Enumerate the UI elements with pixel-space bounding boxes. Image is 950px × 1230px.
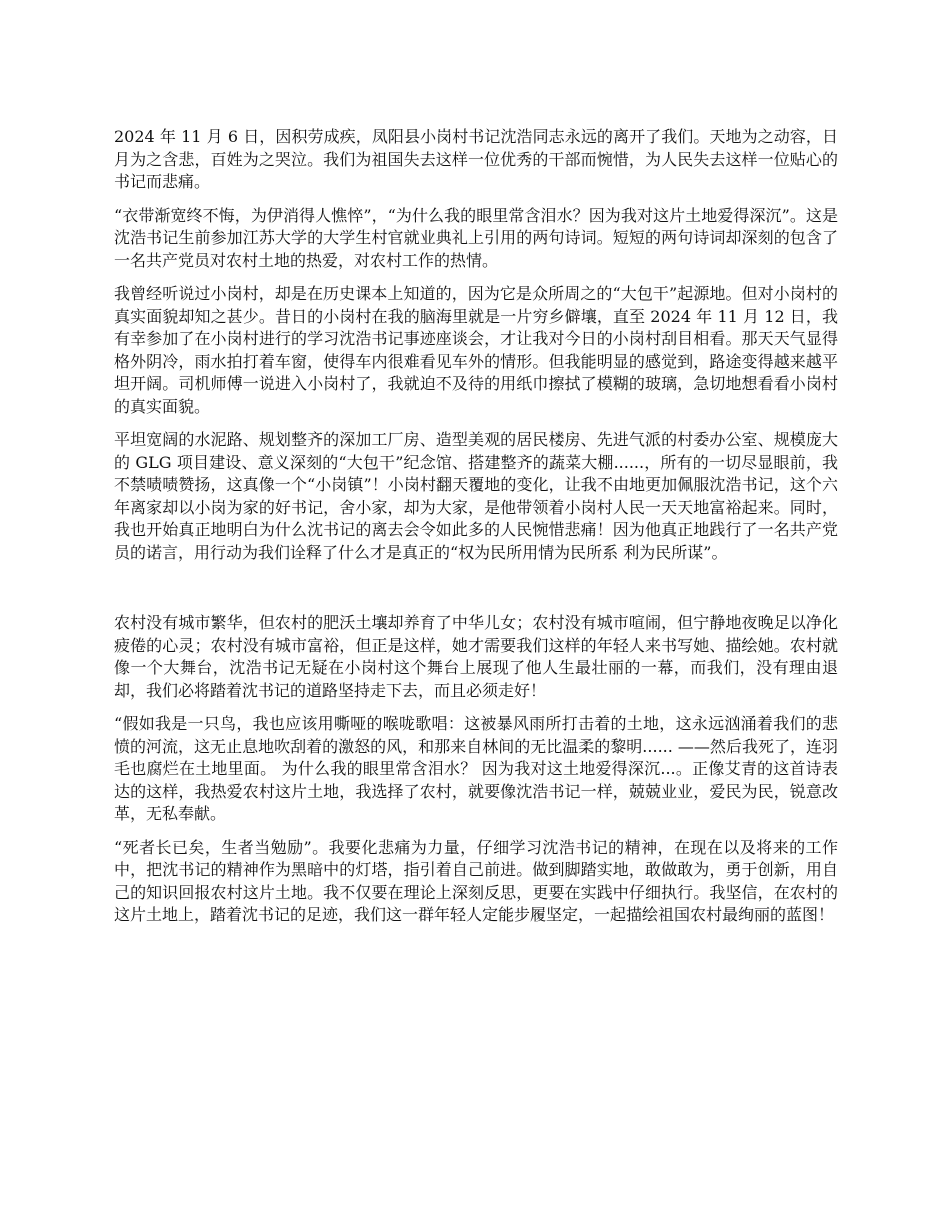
paragraph: “假如我是一只鸟，我也应该用嘶哑的喉咙歌唱：这被暴风雨所打击着的土地，这永远汹涌着我们的悲愤的河流，这无止息地吹刮着的激怒的风，和那来自林间的无比温柔的黎明...... ——然后我死了，连羽毛也腐烂在土地里面。 为什么我的眼里常含泪水？ 因为我对这土地爱得深沉...。正像艾青的这首诗表达的这样，我热爱农村这片土地，我选择了农村，就要像沈浩书记一样，兢兢业业，爱民为民，锐意改革，无私奉献。 [114, 714, 838, 823]
paragraph: 平坦宽阔的水泥路、规划整齐的深加工厂房、造型美观的居民楼房、先进气派的村委办公室、规模庞大的 GLG 项目建设、意义深刻的“大包干”纪念馆、搭建整齐的蔬菜大棚......，所有的一切尽显眼前，我不禁啧啧赞扬，这真像一个“小岗镇”！小岗村翻天覆地的变化，让我不由地更加佩服沈浩书记，这个六年离家却以小岗为家的好书记，舍小家，却为大家，是他带领着小岗村人民一天天地富裕起来。同时，我也开始真正地明白为什么沈书记的离去会令如此多的人民惋惜悲痛！因为他真正地践行了一名共产党员的诺言，用行动为我们诠释了什么才是真正的“权为民所用情为民所系 利为民所谋”。 [114, 430, 838, 562]
paragraph: 我曾经听说过小岗村，却是在历史课本上知道的，因为它是众所周之的“大包干”起源地。但对小岗村的真实面貌却知之甚少。昔日的小岗村在我的脑海里就是一片穷乡僻壤，直至 2024 年 11 月 12 日，我有幸参加了在小岗村进行的学习沈浩书记事迹座谈会，才让我对今日的小岗村刮目相看。那天天气显得格外阴冷，雨水拍打着车窗，使得车内很难看见车外的情形。但我能明显的感觉到，路途变得越来越平坦开阔。司机师傅一说进入小岗村了，我就迫不及待的用纸巾擦拭了模糊的玻璃，急切地想看看小岗村的真实面貌。 [114, 284, 838, 416]
paragraph: 农村没有城市繁华，但农村的肥沃土壤却养育了中华儿女；农村没有城市喧闹，但宁静地夜晚足以净化疲倦的心灵；农村没有城市富裕，但正是这样，她才需要我们这样的年轻人来书写她、描绘她。农村就像一个大舞台，沈浩书记无疑在小岗村这个舞台上展现了他人生最壮丽的一幕，而我们，没有理由退却，我们必将踏着沈书记的道路坚持走下去，而且必须走好！ [114, 613, 838, 700]
paragraph: 2024 年 11 月 6 日，因积劳成疾，凤阳县小岗村书记沈浩同志永远的离开了我们。天地为之动容，日月为之含悲，百姓为之哭泣。我们为祖国失去这样一位优秀的干部而惋惜，为人民失去这样一位贴心的书记而悲痛。 [114, 127, 838, 191]
paragraph: “衣带渐宽终不悔，为伊消得人憔悴”，“为什么我的眼里常含泪水？因为我对这片土地爱得深沉”。这是沈浩书记生前参加江苏大学的大学生村官就业典礼上引用的两句诗词。短短的两句诗词却深刻的包含了一名共产党员对农村土地的热爱，对农村工作的热情。 [114, 205, 838, 270]
section-spacer [114, 575, 838, 612]
document-body [114, 126, 838, 938]
paragraph: “死者长已矣，生者当勉励”。我要化悲痛为力量，仔细学习沈浩书记的精神，在现在以及将来的工作中，把沈书记的精神作为黑暗中的灯塔，指引着自己前进。做到脚踏实地，敢做敢为，勇于创新，用自己的知识回报农村这片土地。我不仅要在理论上深刻反思，更要在实践中仔细执行。我坚信，在农村的这片土地上，踏着沈书记的足迹，我们这一群年轻人定能步履坚定，一起描绘祖国农村最绚丽的蓝图！ [114, 837, 838, 924]
